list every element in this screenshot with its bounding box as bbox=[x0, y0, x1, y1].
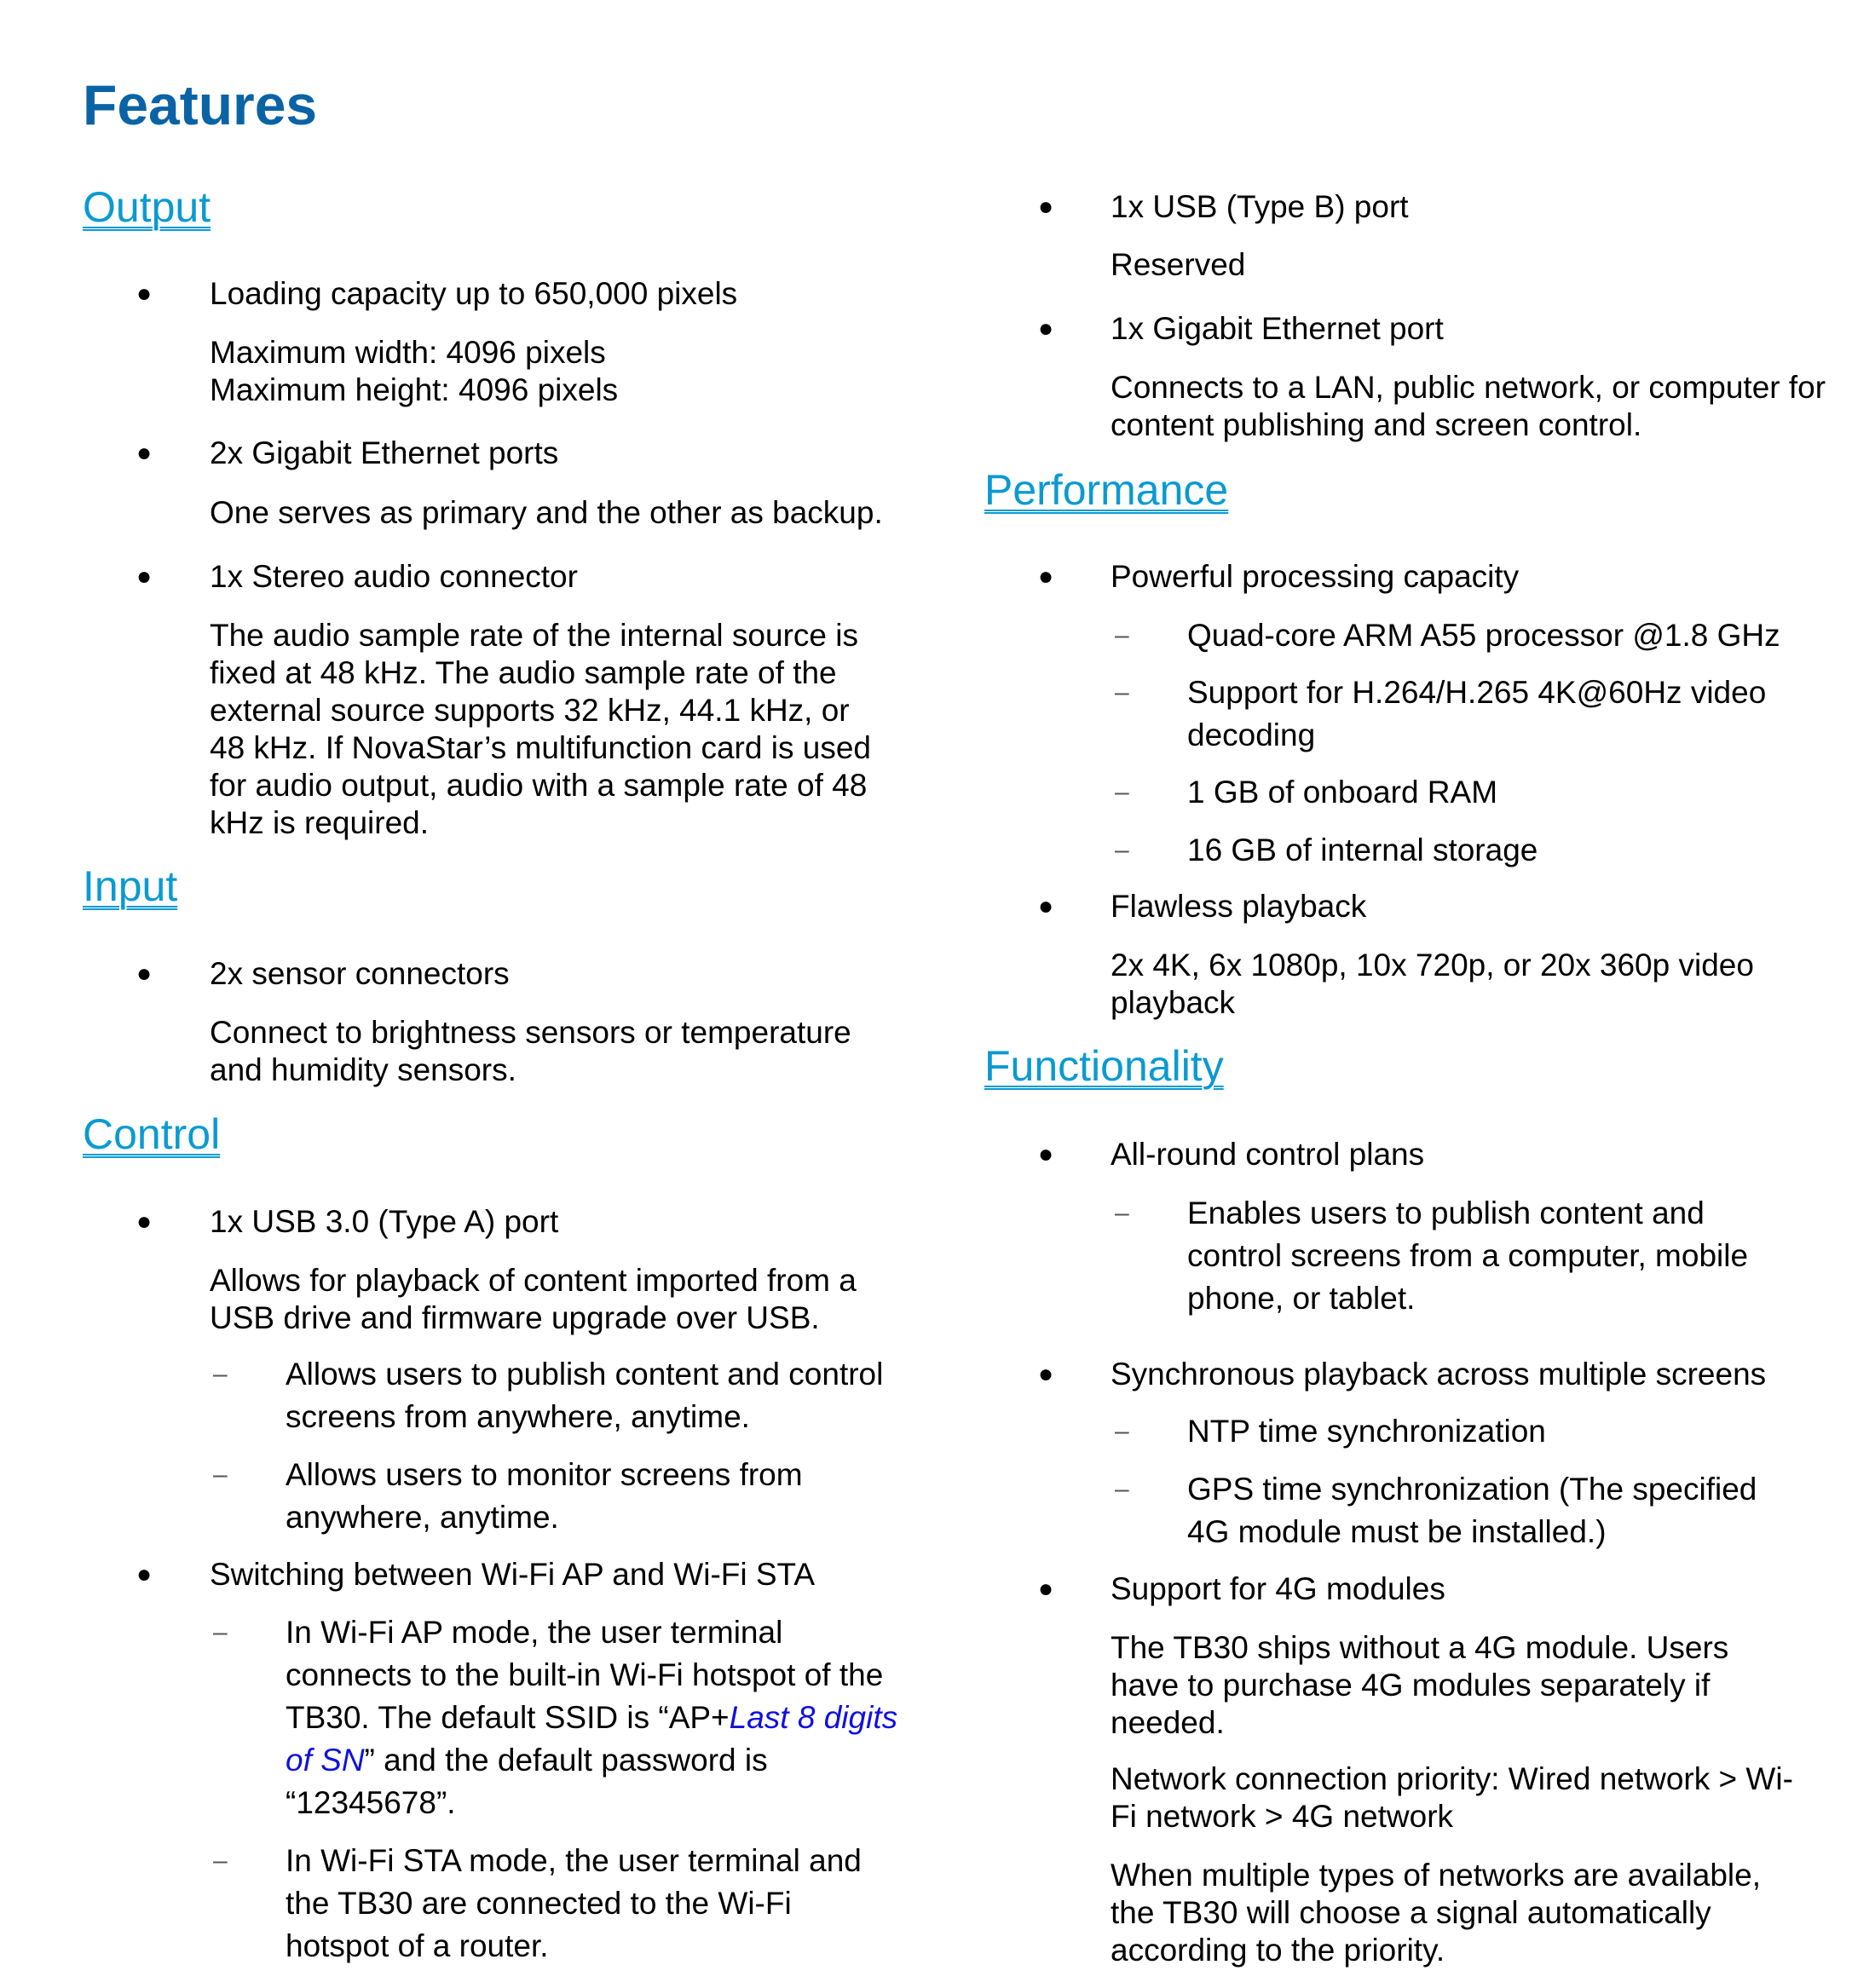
feature-item: Synchronous playback across multiple screens bbox=[1111, 1357, 1767, 1392]
feature-subitem: Support for H.264/H.265 4K@60Hz video decoding bbox=[1187, 675, 1767, 752]
section-heading-control[interactable]: Control bbox=[83, 1110, 221, 1158]
feature-detail: Connects to a LAN, public network, or computer for content publishing and screen control. bbox=[1111, 370, 1826, 442]
dash-icon: – bbox=[213, 1360, 228, 1388]
dash-icon: – bbox=[1115, 836, 1129, 864]
feature-detail: Network connection priority: Wired network > Wi-Fi network > 4G network bbox=[1111, 1761, 1793, 1834]
bullet-icon: ● bbox=[1038, 1575, 1054, 1603]
feature-subitem bbox=[286, 1611, 916, 1824]
section-heading-functionality[interactable]: Functionality bbox=[984, 1042, 1224, 1090]
feature-subitem: In Wi-Fi STA mode, the user terminal and the TB30 are connected to the Wi-Fi hotspot of a router. bbox=[286, 1843, 862, 1963]
feature-item: Flawless playback bbox=[1111, 889, 1367, 924]
feature-subitem: NTP time synchronization bbox=[1187, 1414, 1546, 1449]
feature-detail: Maximum height: 4096 pixels bbox=[210, 372, 619, 407]
feature-item: 1x USB (Type B) port bbox=[1111, 189, 1409, 224]
feature-item: 2x sensor connectors bbox=[210, 956, 510, 991]
ssid-placeholder: Last 8 digits of SN bbox=[286, 1700, 898, 1778]
dash-icon: – bbox=[1115, 778, 1129, 806]
feature-detail: Allows for playback of content imported from a USB drive and firmware upgrade over USB. bbox=[210, 1263, 857, 1335]
feature-detail: 2x 4K, 6x 1080p, 10x 720p, or 20x 360p video playback bbox=[1111, 948, 1754, 1020]
dash-icon: – bbox=[213, 1847, 228, 1875]
bullet-icon: ● bbox=[1038, 1140, 1054, 1168]
bullet-icon: ● bbox=[1038, 892, 1054, 920]
feature-detail: The TB30 ships without a 4G module. Users have to purchase 4G modules separately if needed. bbox=[1111, 1630, 1729, 1740]
feature-item: 1x Stereo audio connector bbox=[210, 559, 578, 594]
section-heading-output[interactable]: Output bbox=[83, 183, 211, 231]
section-heading-input[interactable]: Input bbox=[83, 862, 178, 910]
page-title: Features bbox=[83, 73, 318, 136]
bullet-icon: ● bbox=[136, 439, 153, 467]
dash-icon: – bbox=[1115, 678, 1129, 706]
dash-icon: – bbox=[1115, 621, 1129, 649]
dash-icon: – bbox=[1115, 1475, 1129, 1503]
dash-icon: – bbox=[1115, 1199, 1129, 1227]
feature-detail: One serves as primary and the other as backup. bbox=[210, 495, 883, 530]
feature-subitem: GPS time synchronization (The specified 4G module must be installed.) bbox=[1187, 1472, 1757, 1549]
feature-subitem: Enables users to publish content and control screens from a computer, mobile phone, or tablet. bbox=[1187, 1196, 1749, 1316]
section-heading-performance[interactable]: Performance bbox=[984, 466, 1229, 514]
ssid-text: In Wi-Fi AP mode, the user terminal connects to the built-in Wi-Fi hotspot of the TB30. The default SSID is “AP+ bbox=[286, 1615, 884, 1735]
feature-item: Loading capacity up to 650,000 pixels bbox=[210, 276, 738, 311]
bullet-icon: ● bbox=[1038, 193, 1054, 221]
bullet-icon: ● bbox=[136, 279, 153, 308]
feature-detail: Reserved bbox=[1111, 247, 1246, 282]
bullet-icon: ● bbox=[136, 1207, 153, 1236]
bullet-icon: ● bbox=[136, 1560, 153, 1588]
feature-subitem: Allows users to monitor screens from anywhere, anytime. bbox=[286, 1457, 803, 1535]
feature-detail: Maximum width: 4096 pixels bbox=[210, 335, 606, 370]
feature-item: Switching between Wi-Fi AP and Wi-Fi STA bbox=[210, 1557, 816, 1592]
feature-detail: When multiple types of networks are available, the TB30 will choose a signal automatically according to the priority. bbox=[1111, 1858, 1761, 1968]
feature-detail: Connect to brightness sensors or temperature and humidity sensors. bbox=[210, 1015, 851, 1087]
dash-icon: – bbox=[213, 1461, 228, 1489]
feature-item: 2x Gigabit Ethernet ports bbox=[210, 435, 559, 470]
feature-subitem: Quad-core ARM A55 processor @1.8 GHz bbox=[1187, 618, 1780, 653]
bullet-icon: ● bbox=[1038, 1360, 1054, 1388]
feature-subitem: 16 GB of internal storage bbox=[1187, 833, 1538, 867]
bullet-icon: ● bbox=[136, 562, 153, 591]
dash-icon: – bbox=[1115, 1417, 1129, 1445]
password-text: ” and the default password is “12345678”. bbox=[286, 1743, 768, 1820]
dash-icon: – bbox=[213, 1618, 228, 1646]
bullet-icon: ● bbox=[1038, 562, 1054, 591]
feature-detail: The audio sample rate of the internal source is fixed at 48 kHz. The audio sample rate of the external source supports 32 kHz, 44.1 kHz, or 48 kHz. If NovaStar’s multifunction card is used for audio output, audio with a sample rate of 48 kHz is required. bbox=[210, 618, 871, 840]
bullet-icon: ● bbox=[136, 959, 153, 988]
feature-item: All-round control plans bbox=[1111, 1137, 1425, 1172]
feature-subitem: Allows users to publish content and control screens from anywhere, anytime. bbox=[286, 1357, 884, 1434]
feature-item: 1x Gigabit Ethernet port bbox=[1111, 311, 1444, 346]
bullet-icon: ● bbox=[1038, 314, 1054, 343]
feature-item: 1x USB 3.0 (Type A) port bbox=[210, 1204, 559, 1239]
feature-item: Powerful processing capacity bbox=[1111, 559, 1520, 594]
feature-subitem: 1 GB of onboard RAM bbox=[1187, 775, 1498, 810]
feature-item: Support for 4G modules bbox=[1111, 1571, 1445, 1606]
